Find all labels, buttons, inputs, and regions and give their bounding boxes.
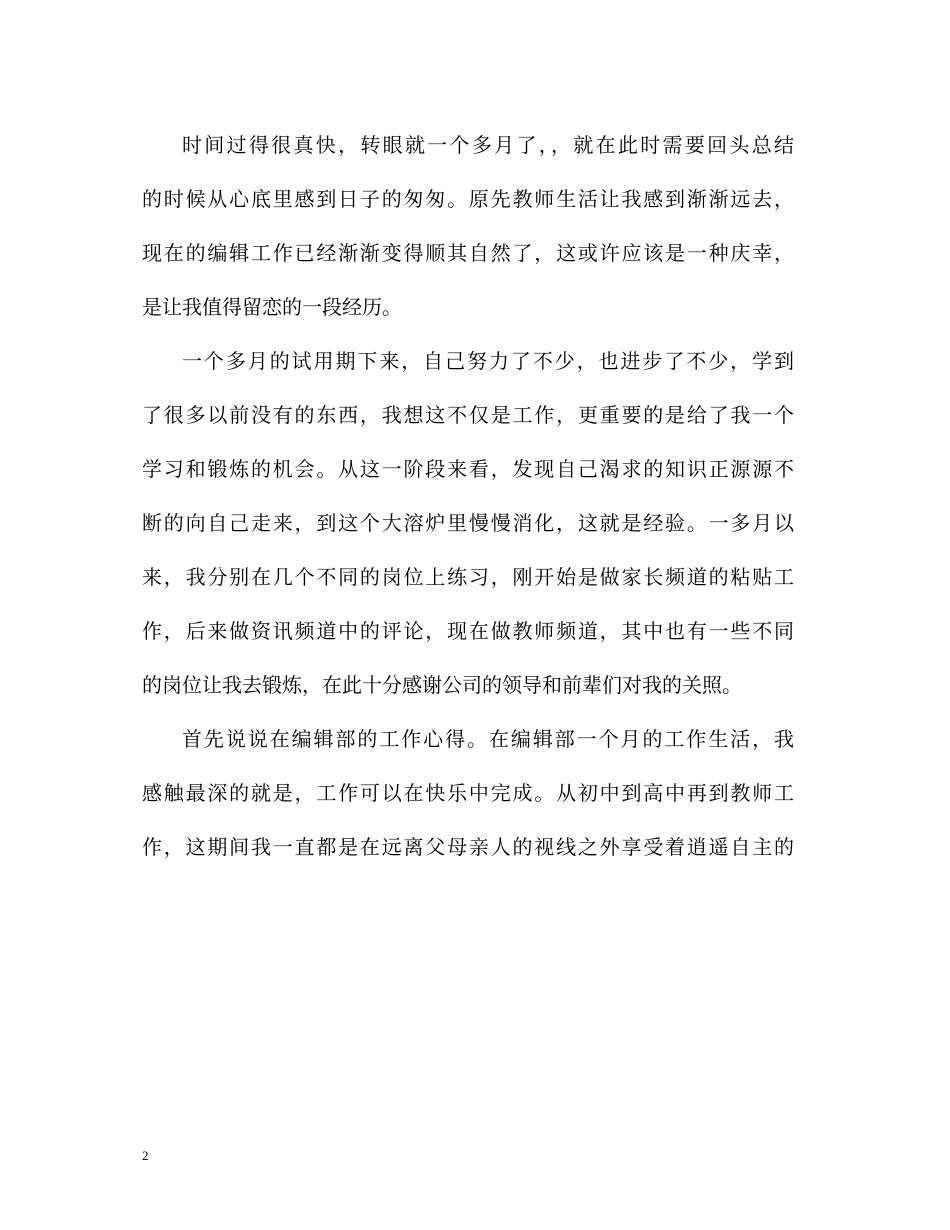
- paragraph-line: 一个多月的试用期下来，自己努力了不少，也进步了不少，学到: [182, 349, 794, 373]
- page-number: 2: [142, 1148, 149, 1163]
- paragraph-line: 时间过得很真快，转眼就一个多月了，，就在此时需要回头总结: [182, 133, 794, 157]
- paragraph-line: 是让我值得留恋的一段经历。: [142, 295, 402, 319]
- paragraph-3: [142, 712, 794, 874]
- paragraph-line: 断的向自己走来，到这个大溶炉里慢慢消化，这就是经验。一多月以: [142, 511, 794, 535]
- paragraph-line: 作，这期间我一直都是在远离父母亲人的视线之外享受着逍遥自主的: [142, 835, 794, 859]
- paragraph-1: [142, 118, 794, 334]
- paragraph-line: 来，我分别在几个不同的岗位上练习，刚开始是做家长频道的粘贴工: [142, 565, 794, 589]
- paragraph-line: 了很多以前没有的东西，我想这不仅是工作，更重要的是给了我一个: [142, 403, 794, 427]
- paragraph-line: 的岗位让我去锻炼，在此十分感谢公司的领导和前辈们对我的关照。: [142, 673, 742, 697]
- paragraph-2: [142, 334, 794, 712]
- paragraph-line: 作，后来做资讯频道中的评论，现在做教师频道，其中也有一些不同: [142, 619, 794, 643]
- paragraph-line: 现在的编辑工作已经渐渐变得顺其自然了，这或许应该是一种庆幸，: [142, 241, 794, 265]
- paragraph-line: 首先说说在编辑部的工作心得。在编辑部一个月的工作生活，我: [182, 727, 794, 751]
- paragraph-line: 感触最深的就是，工作可以在快乐中完成。从初中到高中再到教师工: [142, 781, 794, 805]
- document-body: [142, 118, 794, 874]
- paragraph-line: 的时候从心底里感到日子的匆匆。原先教师生活让我感到渐渐远去，: [142, 187, 794, 211]
- paragraph-line: 学习和锻炼的机会。从这一阶段来看，发现自己渴求的知识正源源不: [142, 457, 794, 481]
